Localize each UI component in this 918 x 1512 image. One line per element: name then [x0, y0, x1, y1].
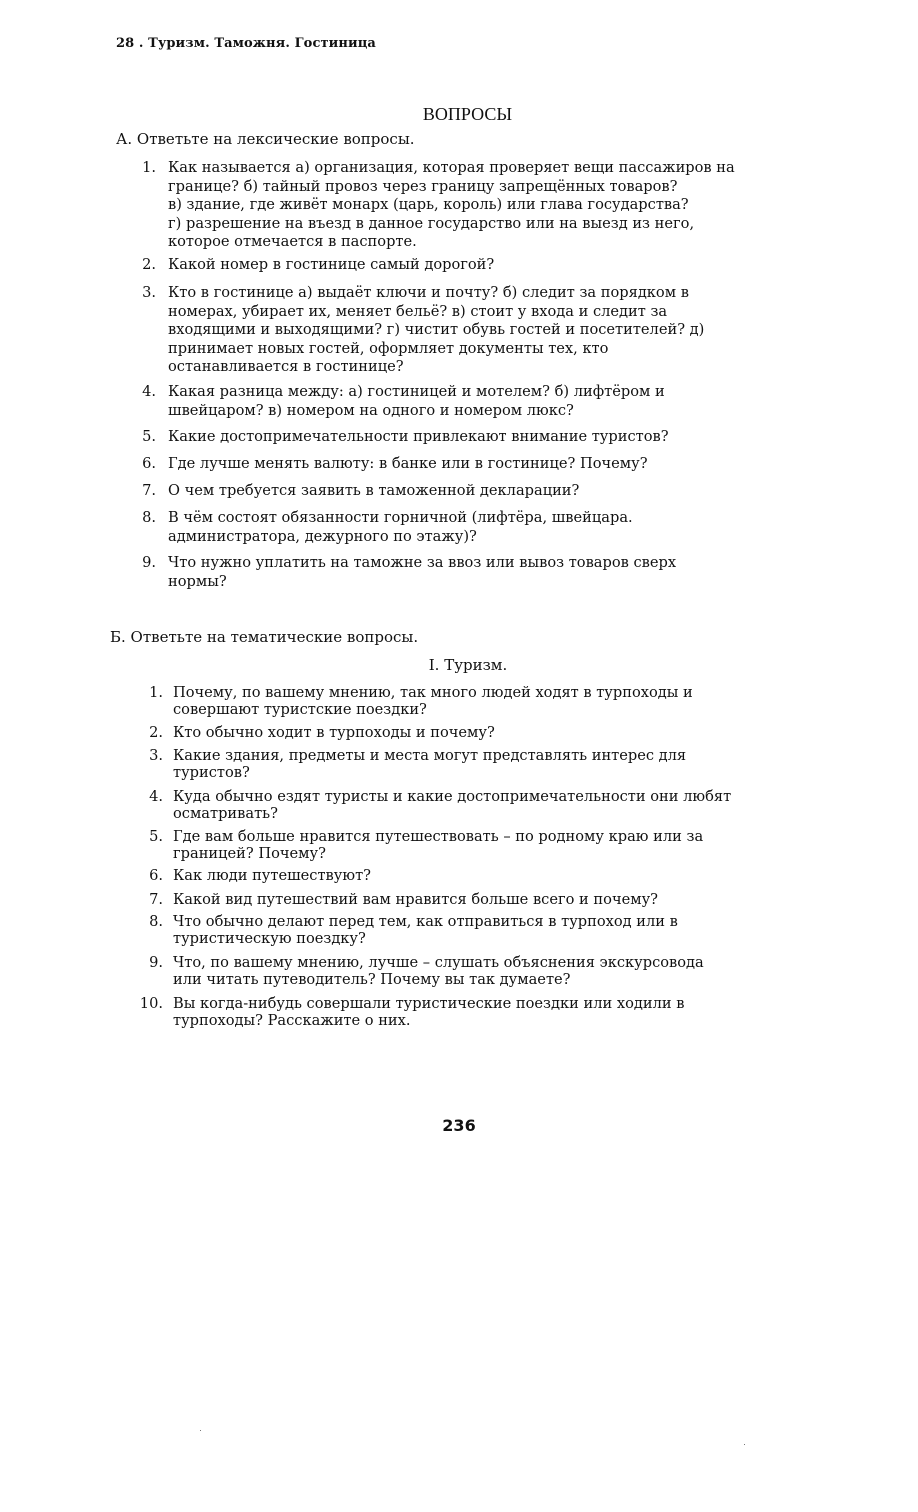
item-text-line: нормы? — [168, 572, 227, 590]
item-number: 3. — [149, 747, 163, 764]
item-text-line: турпоходы? Расскажите о них. — [173, 1012, 411, 1029]
item-text-line: или читать путеводитель? Почему вы так думаете? — [173, 971, 571, 988]
section-a-heading: А. Ответьте на лексические вопросы. — [116, 130, 415, 148]
item-text-line: останавливается в гостинице? — [168, 358, 404, 375]
item-number: 3. — [142, 284, 156, 301]
item-text-line: швейцаром? в) номером на одного и номером люкс? — [168, 401, 574, 419]
item-text-line: Какие здания, предметы и места могут представлять интерес для — [173, 747, 687, 764]
item-number: 1. — [149, 684, 163, 701]
item-text-line: Какой номер в гостинице самый дорогой? — [168, 256, 495, 273]
item-number: 5. — [149, 828, 163, 845]
item-number: 4. — [149, 788, 163, 805]
item-text-line: Что, по вашему мнению, лучше – слушать объяснения экскурсовода — [173, 954, 704, 971]
item-text-line: Что обычно делают перед тем, как отправиться в турпоход или в — [173, 913, 678, 930]
running-head: 28 . Туризм. Таможня. Гостиница — [116, 36, 376, 51]
item-text-line: Какая разница между: а) гостиницей и мотелем? б) лифтёром и — [168, 383, 665, 400]
item-text-line: В чём состоят обязанности горничной (лифтёра, швейцара. — [168, 509, 633, 526]
item-text-line: туристов? — [173, 764, 250, 781]
item-text-line: Вы когда-нибудь совершали туристические поездки или ходили в — [173, 995, 685, 1012]
item-text-line: О чем требуется заявить в таможенной декларации? — [168, 482, 580, 499]
item-number: 2. — [149, 724, 163, 741]
scan-speck — [744, 1444, 745, 1445]
section-b-subtitle: I. Туризм. — [428, 656, 508, 674]
item-number: 10. — [139, 995, 163, 1012]
item-text-line: Куда обычно ездят туристы и какие достопримечательности они любят — [173, 788, 732, 805]
item-number: 7. — [149, 891, 163, 908]
item-number: 6. — [149, 867, 163, 884]
page-title: ВОПРОСЫ — [422, 104, 513, 124]
item-text-line: г) разрешение на въезд в данное государство или на выезд из него, — [168, 214, 695, 232]
item-number: 2. — [142, 256, 156, 273]
item-text-line: Где лучше менять валюту: в банке или в гостинице? Почему? — [168, 455, 648, 472]
item-text-line: Как люди путешествуют? — [173, 867, 371, 884]
item-text-line: Что нужно уплатить на таможне за ввоз или вывоз товаров сверх — [168, 554, 677, 571]
item-text-line: принимает новых гостей, оформляет документы тех, кто — [168, 339, 609, 357]
item-text-line: границей? Почему? — [173, 845, 326, 862]
item-number: 8. — [149, 913, 163, 930]
item-number: 7. — [142, 482, 156, 499]
item-text-line: администратора, дежурного по этажу)? — [168, 527, 477, 545]
item-number: 5. — [142, 428, 156, 445]
item-number: 6. — [142, 455, 156, 472]
item-text-line: номерах, убирает их, меняет бельё? в) стоит у входа и следит за — [168, 302, 668, 320]
item-text-line: Какие достопримечательности привлекают внимание туристов? — [168, 428, 669, 445]
page-number: 236 — [442, 1116, 476, 1135]
item-text-line: в) здание, где живёт монарх (царь, король) или глава государства? — [168, 196, 689, 213]
item-text-line: совершают туристские поездки? — [173, 701, 427, 718]
item-number: 4. — [142, 383, 156, 400]
item-number: 1. — [142, 159, 156, 176]
item-text-line: Почему, по вашему мнению, так много людей ходят в турпоходы и — [173, 684, 693, 701]
item-text-line: входящими и выходящими? г) чистит обувь гостей и посетителей? д) — [168, 321, 705, 338]
item-text-line: Какой вид путешествий вам нравится больше всего и почему? — [173, 891, 658, 908]
item-text-line: осматривать? — [173, 805, 278, 822]
item-text-line: Кто в гостинице а) выдаёт ключи и почту? б) следит за порядком в — [168, 284, 689, 301]
item-number: 9. — [142, 554, 156, 571]
item-text-line: Как называется а) организация, которая проверяет вещи пассажиров на — [168, 159, 735, 176]
item-text-line: Кто обычно ходит в турпоходы и почему? — [173, 724, 495, 741]
section-b-heading: Б. Ответьте на тематические вопросы. — [110, 628, 419, 646]
item-number: 9. — [149, 954, 163, 971]
item-text-line: туристическую поездку? — [173, 930, 366, 947]
item-text-line: которое отмечается в паспорте. — [168, 233, 417, 250]
item-number: 8. — [142, 509, 156, 526]
item-text-line: границе? б) тайный провоз через границу запрещённых товаров? — [168, 177, 678, 195]
scan-speck — [200, 1430, 201, 1431]
item-text-line: Где вам больше нравится путешествовать – по родному краю или за — [173, 828, 704, 845]
